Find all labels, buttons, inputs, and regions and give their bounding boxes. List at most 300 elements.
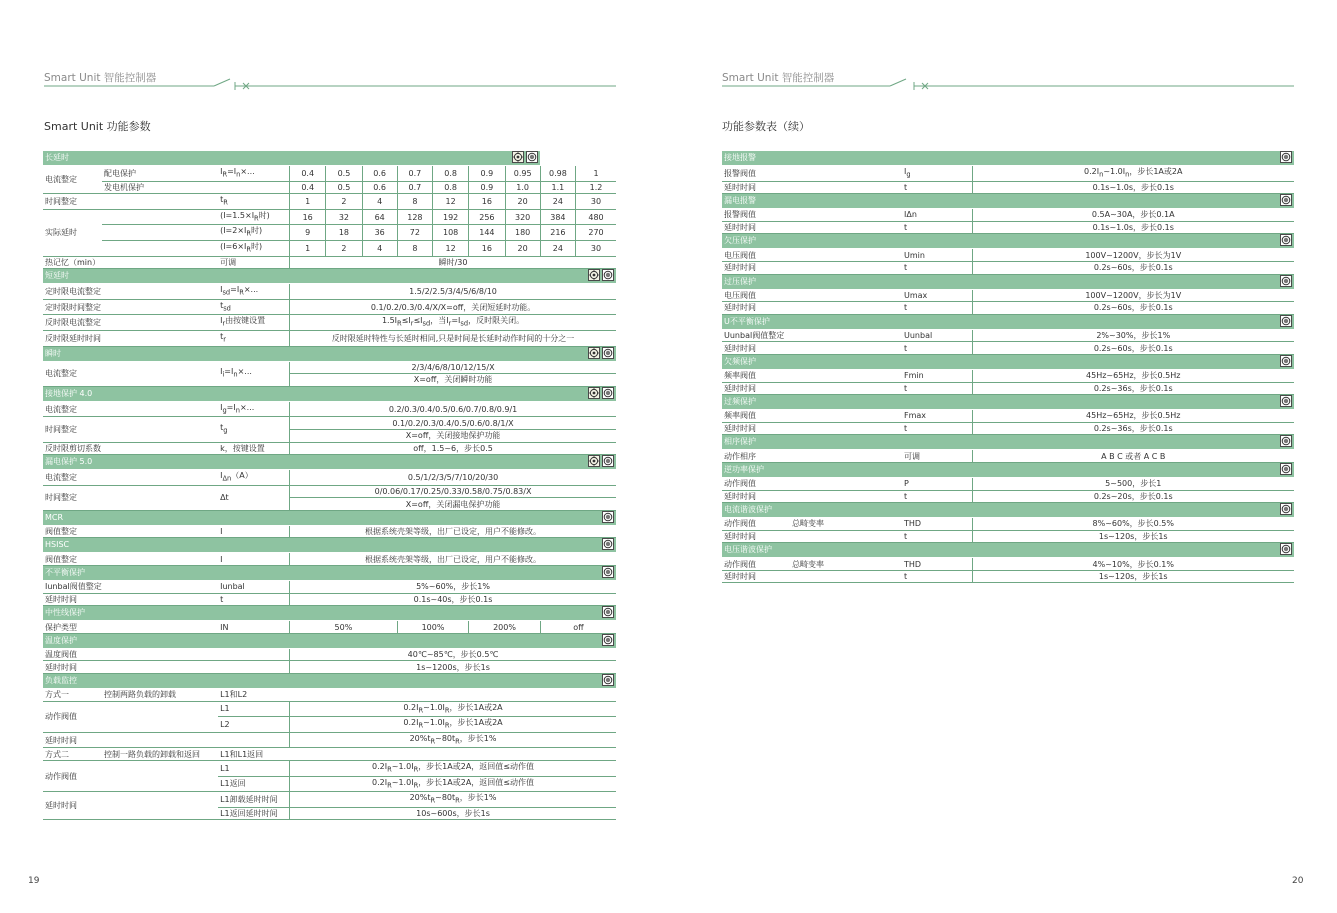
table-cell <box>218 442 289 455</box>
table-cell <box>902 249 972 262</box>
cell-text: 1s~120s，步长1s <box>1098 572 1168 582</box>
cell-text: 0.4 <box>301 182 315 192</box>
table-cell <box>433 194 469 210</box>
cell-text: 0.5 <box>337 182 351 192</box>
table-cell <box>43 299 102 315</box>
circle-icon <box>1280 503 1292 515</box>
protection-icons <box>586 388 614 400</box>
cell-text: 延时时间 <box>45 662 77 672</box>
table-cell <box>290 717 616 733</box>
protection-icons <box>600 635 614 647</box>
table-cell <box>102 701 218 732</box>
table-cell <box>290 166 326 182</box>
table-cell <box>218 240 289 256</box>
table-cell <box>790 289 902 302</box>
table-cell <box>102 401 218 417</box>
table-cell <box>218 553 289 566</box>
cell-text: 10s~600s，步长1s <box>416 809 490 819</box>
table-cell <box>43 593 102 606</box>
table-cell <box>433 225 469 241</box>
cell-text: t <box>904 383 908 393</box>
function-parameter-table <box>43 151 616 820</box>
cell-text: 1s~120s，步长1s <box>1098 531 1168 541</box>
table-cell <box>102 209 218 225</box>
group-header-row <box>43 151 616 166</box>
cell-text: 1.5/2/2.5/3/4/5/6/8/10 <box>409 286 497 296</box>
table-cell <box>902 289 972 302</box>
cell-text: off，1.5~6，步长0.5 <box>413 443 493 453</box>
cell-text: THD <box>904 559 922 569</box>
table-cell <box>397 240 432 256</box>
cell-text: 24 <box>552 196 563 206</box>
function-parameter-table-continued <box>722 151 1294 583</box>
table-cell <box>102 689 218 702</box>
table-cell <box>218 470 289 486</box>
table-cell <box>972 450 1294 463</box>
table-cell <box>43 315 102 331</box>
table-cell <box>576 209 617 225</box>
cell-text: 8 <box>412 243 418 253</box>
table-cell <box>102 593 218 606</box>
cell-text: 电流整定 <box>45 472 77 482</box>
cell-text: 配电保护 <box>104 168 137 178</box>
circle-icon <box>602 511 614 523</box>
table-cell <box>790 422 902 435</box>
cell-text: 50% <box>334 622 353 632</box>
header-rule-switch-icon <box>722 77 1294 93</box>
cell-text: 0/0.06/0.17/0.25/0.33/0.58/0.75/0.83/X <box>374 486 532 496</box>
page-number: 19 <box>28 876 40 886</box>
table-cell <box>43 701 102 732</box>
cell-text: Uunbal <box>904 331 933 341</box>
cell-text: 4 <box>377 196 383 206</box>
cell-text: Fmin <box>904 371 924 381</box>
cell-text: 0.8 <box>444 168 457 178</box>
table-cell <box>790 261 902 274</box>
table-cell <box>972 166 1294 182</box>
table-cell <box>102 330 218 346</box>
table-cell <box>790 342 902 355</box>
group-header-row <box>43 510 616 525</box>
circle-icon <box>1280 194 1292 206</box>
cell-text: 0.1/0.2/0.3/0.4/X/X=off，关闭短延时功能。 <box>370 302 536 312</box>
table-cell <box>902 329 972 342</box>
table-cell <box>540 621 616 634</box>
cell-text: 动作阀值 <box>724 559 756 569</box>
cell-text: 216 <box>550 228 566 238</box>
cell-text: 电流整定 <box>45 404 77 414</box>
table-row <box>722 530 1294 543</box>
table-row <box>43 166 616 182</box>
table-cell <box>469 209 505 225</box>
cell-text: 192 <box>442 212 459 222</box>
cell-text: 72 <box>409 228 420 238</box>
table-row <box>43 732 616 748</box>
table-cell <box>902 166 972 182</box>
cell-text: L1 <box>220 704 230 714</box>
table-cell <box>972 477 1294 490</box>
table-cell <box>102 240 218 256</box>
cell-text: 180 <box>515 228 531 238</box>
cell-text: 反时限电流整定 <box>45 318 101 328</box>
cell-text: 不平衡保护 <box>45 568 85 578</box>
table-cell <box>102 661 218 674</box>
cell-text: $20\%t_R\sim 80t_R$，步长1% <box>409 793 497 805</box>
protection-icons <box>586 456 614 468</box>
table-row <box>722 302 1294 315</box>
protection-icons <box>1278 316 1292 328</box>
circle-icon <box>1280 435 1292 447</box>
cell-text: 1 <box>305 243 311 253</box>
cell-text: 0.98 <box>548 168 567 178</box>
cell-text: $0.2I_R\sim 1.0I_R$，步长1A或2A，返回值≤动作值 <box>372 762 535 774</box>
table-row <box>722 558 1294 571</box>
cell-text: 30 <box>590 196 602 206</box>
group-title <box>722 435 1294 450</box>
cell-text: 1.1 <box>551 182 565 192</box>
header-rule-switch-icon <box>44 77 616 93</box>
table-cell <box>290 689 616 702</box>
cell-text: L1返回 <box>220 779 246 789</box>
protection-icons <box>586 348 614 360</box>
table-cell <box>326 209 362 225</box>
table-cell <box>218 621 289 634</box>
table-cell <box>397 166 432 182</box>
table-cell <box>722 166 790 182</box>
cell-text: 0.1/0.2/0.3/0.4/0.5/0.6/0.8/1/X <box>392 418 514 428</box>
table-cell <box>790 302 902 315</box>
cell-text: MCR <box>45 512 64 522</box>
table-cell <box>972 382 1294 395</box>
table-cell <box>290 701 616 717</box>
table-cell <box>722 342 790 355</box>
table-row <box>43 485 616 498</box>
cell-text: 20 <box>517 243 528 253</box>
cell-text: 2/3/4/6/8/10/12/15/X <box>411 362 495 372</box>
cell-text: $20\%t_R\sim 80t_R$，步长1% <box>409 733 497 746</box>
table-cell <box>722 329 790 342</box>
cell-text: 可调 <box>904 451 920 461</box>
cell-text: t <box>220 594 224 604</box>
table-cell <box>290 240 326 256</box>
cell-text: 温度保护 <box>45 635 77 645</box>
cell-text: L1 <box>220 763 230 773</box>
circle-icon <box>602 387 614 399</box>
cell-text: 频率阀值 <box>724 411 756 421</box>
table-cell <box>433 240 469 256</box>
table-cell <box>102 166 218 182</box>
cell-text: 40℃~85℃，步长0.5℃ <box>407 650 499 660</box>
cell-text: 总畸变率 <box>792 519 824 529</box>
circle-icon <box>1280 151 1292 163</box>
table-cell <box>290 593 616 606</box>
star-icon <box>588 269 600 281</box>
table-cell <box>790 410 902 423</box>
protection-icons <box>1278 436 1292 448</box>
table-cell <box>576 181 617 194</box>
table-row <box>722 166 1294 182</box>
cell-text: 漏电保护 5.0 <box>45 457 93 467</box>
table-cell <box>505 209 540 225</box>
table-cell <box>469 181 505 194</box>
cell-text: 延时时间 <box>724 263 756 273</box>
group-header-row <box>722 194 1294 209</box>
cell-text: 过频保护 <box>724 397 756 407</box>
table-cell <box>43 761 102 792</box>
table-cell <box>972 422 1294 435</box>
table-cell <box>722 558 790 571</box>
protection-icons <box>1278 152 1292 164</box>
table-cell <box>218 732 289 748</box>
table-cell <box>362 240 397 256</box>
cell-text: 动作阀值 <box>45 712 77 722</box>
table-row <box>722 570 1294 583</box>
cell-text: $t_R$ <box>220 195 228 207</box>
table-row <box>722 490 1294 503</box>
protection-icons <box>600 512 614 524</box>
table-cell <box>290 525 616 538</box>
cell-text: $0.2I_R\sim 1.0I_R$，步长1A或2A <box>403 718 503 730</box>
protection-icons <box>600 567 614 579</box>
table-cell <box>43 361 102 386</box>
group-title <box>722 234 1294 249</box>
table-row <box>43 581 616 594</box>
cell-text: THD <box>904 519 922 529</box>
table-cell <box>218 485 289 510</box>
cell-text: 0.7 <box>408 182 422 192</box>
cell-text: 电流整定 <box>45 369 77 379</box>
table-cell <box>362 181 397 194</box>
circle-icon <box>602 455 614 467</box>
table-cell <box>218 181 289 194</box>
table-cell <box>433 209 469 225</box>
table-cell <box>102 470 218 486</box>
cell-text: t <box>904 531 908 541</box>
cell-text: 阀值整定 <box>45 527 77 537</box>
protection-icons <box>1278 195 1292 207</box>
table-row <box>43 761 616 777</box>
cell-text: 0.5A~30A，步长0.1A <box>1091 210 1175 220</box>
cell-text: 1.2 <box>589 182 603 192</box>
cell-text: 瞬时/30 <box>438 257 468 267</box>
table-cell <box>102 315 218 331</box>
cell-text: 根据系统壳架等级，出厂已设定，用户不能修改。 <box>365 527 542 537</box>
cell-text: 接地报警 <box>724 153 756 162</box>
table-cell <box>43 689 102 702</box>
table-row <box>43 593 616 606</box>
table-cell <box>218 689 289 702</box>
table-cell <box>790 450 902 463</box>
table-cell <box>972 558 1294 571</box>
protection-icons <box>1278 276 1292 288</box>
table-cell <box>290 470 616 486</box>
cell-text: U不平衡保护 <box>724 316 770 326</box>
table-row <box>43 553 616 566</box>
cell-text: 2 <box>341 243 347 253</box>
table-cell <box>290 284 616 300</box>
table-cell <box>326 240 362 256</box>
star-icon <box>512 151 524 163</box>
group-title <box>722 503 1294 518</box>
table-cell <box>902 570 972 583</box>
table-cell <box>102 181 218 194</box>
cell-text: 12 <box>445 196 456 206</box>
circle-icon <box>1280 355 1292 367</box>
cell-text: 延时时间 <box>724 383 756 393</box>
cell-text: 108 <box>442 228 459 238</box>
table-cell <box>218 761 289 777</box>
table-cell <box>790 382 902 395</box>
table-cell <box>290 776 616 792</box>
table-cell <box>722 530 790 543</box>
table-cell <box>362 194 397 210</box>
table-cell <box>218 581 289 594</box>
table-cell <box>218 256 289 269</box>
cell-text: 0.5/1/2/3/5/7/10/20/30 <box>407 472 499 482</box>
group-header-row <box>722 503 1294 518</box>
cell-text: 报警阀值 <box>724 210 756 220</box>
cell-text: 256 <box>479 212 495 222</box>
table-cell <box>218 299 289 315</box>
cell-text: 480 <box>588 212 604 222</box>
section-title: 功能参数表（续） <box>722 120 810 133</box>
table-row <box>43 689 616 702</box>
cell-text: off <box>573 622 584 632</box>
cell-text: t <box>904 343 908 353</box>
table-row <box>722 477 1294 490</box>
table-cell <box>43 553 102 566</box>
table-row <box>722 181 1294 194</box>
table-row <box>722 422 1294 435</box>
table-cell <box>972 181 1294 194</box>
table-cell <box>505 166 540 182</box>
cell-text: 漏电报警 <box>724 196 756 206</box>
table-cell <box>469 621 541 634</box>
table-cell <box>469 225 505 241</box>
cell-text: 热记忆（min） <box>45 257 101 267</box>
table-cell <box>43 209 102 256</box>
cell-text: 0.9 <box>480 182 494 192</box>
table-cell <box>218 417 289 442</box>
cell-text: 定时限时间整定 <box>45 302 101 312</box>
table-cell <box>43 748 102 761</box>
table-cell <box>972 329 1294 342</box>
cell-text: $I_R=I_n\times$... <box>220 167 255 179</box>
table-cell <box>790 329 902 342</box>
group-title <box>722 543 1294 558</box>
cell-text: 延时时间 <box>724 223 756 233</box>
table-cell <box>43 256 102 269</box>
cell-text: 相序保护 <box>724 437 756 447</box>
table-cell <box>102 792 218 820</box>
table-cell <box>102 748 218 761</box>
circle-icon <box>1280 234 1292 246</box>
table-cell <box>290 648 616 661</box>
table-cell <box>972 530 1294 543</box>
cell-text: 报警阀值 <box>724 168 756 178</box>
table-cell <box>972 570 1294 583</box>
table-cell <box>972 221 1294 234</box>
cell-text: t <box>904 303 908 313</box>
table-cell <box>972 302 1294 315</box>
cell-text: 瞬时 <box>45 348 61 358</box>
group-title <box>43 633 616 648</box>
table-cell <box>102 442 218 455</box>
cell-text: 384 <box>550 212 566 222</box>
cell-text: 0.7 <box>408 168 422 178</box>
cell-text: $I_i=I_n\times$... <box>220 367 252 379</box>
cell-text: 18 <box>338 228 350 238</box>
cell-text: 0.2s~36s，步长0.1s <box>1093 424 1173 434</box>
group-title <box>43 386 616 401</box>
group-title <box>43 455 616 470</box>
cell-text: 延时时间 <box>724 424 756 434</box>
table-row <box>722 382 1294 395</box>
table-cell <box>790 221 902 234</box>
cell-text: A B C 或者 A C B <box>1101 451 1166 461</box>
cell-text: 0.5 <box>337 168 351 178</box>
cell-text: X=off，关闭漏电保护功能 <box>405 499 501 509</box>
cell-text: 45Hz~65Hz，步长0.5Hz <box>1086 371 1181 381</box>
cell-text: $1.5I_R\le I_r\le I_{sd}$，当$I_r=I_{sd}$，反时限关闭。 <box>381 316 525 328</box>
cell-text: 16 <box>481 196 492 206</box>
table-cell <box>43 661 102 674</box>
group-title <box>722 395 1294 410</box>
cell-text: HSISC <box>45 540 70 550</box>
group-header-row <box>43 538 616 553</box>
cell-text: 延时时间 <box>724 572 756 582</box>
protection-icons <box>1278 356 1292 368</box>
cell-text: Iunbal <box>220 582 245 592</box>
cell-text: 电压谐波保护 <box>724 545 772 555</box>
group-title <box>43 566 616 581</box>
cell-text: ($I=1.5\times I_R$时) <box>220 210 270 223</box>
table-cell <box>102 732 218 748</box>
cell-text: 64 <box>374 212 385 222</box>
table-cell <box>43 401 102 417</box>
table-cell <box>43 648 102 661</box>
cell-text: $t_r$ <box>220 331 226 344</box>
cell-text: 时间整定 <box>45 196 77 206</box>
table-row <box>43 661 616 674</box>
group-header-row <box>43 269 616 284</box>
table-cell <box>43 442 102 455</box>
table-cell <box>290 361 616 374</box>
table-cell <box>43 732 102 748</box>
cell-text: 方式一 <box>45 690 69 700</box>
circle-icon <box>526 151 538 163</box>
table-cell <box>102 525 218 538</box>
table-cell <box>722 181 790 194</box>
table-cell <box>290 299 616 315</box>
group-header-row <box>722 462 1294 477</box>
table-cell <box>790 477 902 490</box>
cell-text: 延时时间 <box>724 531 756 541</box>
cell-text: 定时限电流整定 <box>45 286 101 296</box>
cell-text: 发电机保护 <box>104 182 145 192</box>
cell-text: $0.2I_n\sim 1.0I_n$，步长1A或2A <box>1084 167 1183 179</box>
protection-icons <box>1278 396 1292 408</box>
cell-text: 动作相序 <box>724 451 756 461</box>
cell-text: 欠频保护 <box>724 356 756 366</box>
cell-text: 16 <box>481 243 492 253</box>
circle-icon <box>1280 395 1292 407</box>
table-cell <box>326 225 362 241</box>
table-cell <box>290 417 616 430</box>
table-row <box>722 369 1294 382</box>
group-title <box>43 538 616 553</box>
table-cell <box>218 807 289 820</box>
